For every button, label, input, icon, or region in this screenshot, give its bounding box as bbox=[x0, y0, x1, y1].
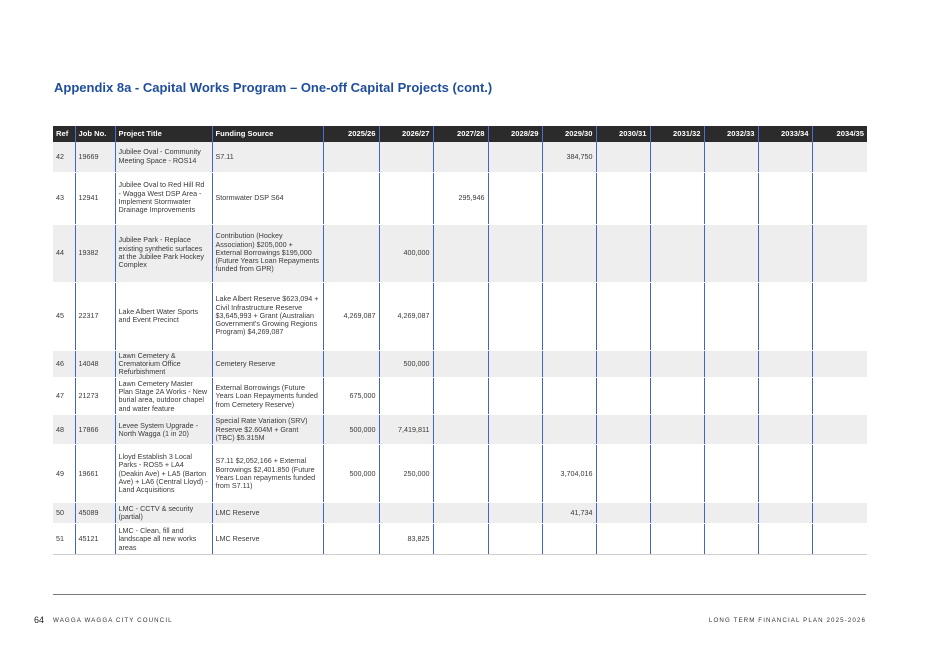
amount-cell bbox=[758, 224, 812, 282]
capital-works-table bbox=[53, 126, 867, 555]
amount-cell bbox=[488, 172, 542, 224]
amount-cell bbox=[758, 524, 812, 555]
ref-cell: 43 bbox=[53, 172, 75, 224]
table-row bbox=[53, 415, 867, 445]
table-row bbox=[53, 378, 867, 415]
column-header: 2026/27 bbox=[379, 126, 433, 142]
amount-cell bbox=[488, 224, 542, 282]
amount-cell bbox=[650, 415, 704, 445]
amount-cell bbox=[758, 415, 812, 445]
project-title-cell: LMC - Clean, fill and landscape all new works areas bbox=[115, 524, 212, 555]
job-number-cell: 19382 bbox=[75, 224, 115, 282]
column-header: 2029/30 bbox=[542, 126, 596, 142]
amount-cell bbox=[433, 524, 488, 555]
column-header: 2027/28 bbox=[433, 126, 488, 142]
job-number-cell: 22317 bbox=[75, 282, 115, 350]
column-header: 2030/31 bbox=[596, 126, 650, 142]
amount-cell: 384,750 bbox=[542, 142, 596, 172]
amount-cell bbox=[596, 378, 650, 415]
amount-cell bbox=[650, 142, 704, 172]
amount-cell bbox=[758, 142, 812, 172]
column-header: 2033/34 bbox=[758, 126, 812, 142]
amount-cell bbox=[433, 350, 488, 378]
column-header: 2025/26 bbox=[323, 126, 379, 142]
job-number-cell: 17866 bbox=[75, 415, 115, 445]
amount-cell bbox=[812, 224, 867, 282]
project-title-cell: Lawn Cemetery Master Plan Stage 2A Works - New burial area, outdoor chapel and water feature bbox=[115, 378, 212, 415]
amount-cell bbox=[650, 224, 704, 282]
amount-cell bbox=[379, 142, 433, 172]
project-title-cell: Lloyd Establish 3 Local Parks - ROS5 + LA4 (Deakin Ave) + LA5 (Barton Ave) + LA6 (Central Lloyd) - Land Acquisitions bbox=[115, 445, 212, 503]
amount-cell bbox=[704, 503, 758, 524]
amount-cell bbox=[758, 350, 812, 378]
amount-cell bbox=[650, 445, 704, 503]
project-title-cell: Levee System Upgrade - North Wagga (1 in 20) bbox=[115, 415, 212, 445]
amount-cell bbox=[488, 503, 542, 524]
project-title-cell: Jubilee Oval - Community Meeting Space - ROS14 bbox=[115, 142, 212, 172]
project-title-cell: LMC - CCTV & security (partial) bbox=[115, 503, 212, 524]
amount-cell bbox=[704, 350, 758, 378]
table-header-row bbox=[53, 126, 867, 142]
amount-cell bbox=[433, 503, 488, 524]
amount-cell bbox=[596, 142, 650, 172]
project-title-cell: Lake Albert Water Sports and Event Precinct bbox=[115, 282, 212, 350]
amount-cell bbox=[488, 524, 542, 555]
amount-cell bbox=[542, 350, 596, 378]
amount-cell bbox=[758, 445, 812, 503]
amount-cell bbox=[488, 142, 542, 172]
amount-cell bbox=[596, 172, 650, 224]
amount-cell bbox=[596, 415, 650, 445]
ref-cell: 47 bbox=[53, 378, 75, 415]
amount-cell bbox=[596, 224, 650, 282]
ref-cell: 45 bbox=[53, 282, 75, 350]
amount-cell bbox=[704, 224, 758, 282]
amount-cell bbox=[433, 142, 488, 172]
table-row bbox=[53, 350, 867, 378]
amount-cell bbox=[704, 524, 758, 555]
funding-source-cell: Lake Albert Reserve $623,094 + Civil Infrastructure Reserve $3,645,993 + Grant (Australian Government's Growing Regions Program) $4,269,087 bbox=[212, 282, 323, 350]
table-row bbox=[53, 282, 867, 350]
ref-cell: 51 bbox=[53, 524, 75, 555]
amount-cell bbox=[488, 282, 542, 350]
amount-cell bbox=[758, 378, 812, 415]
amount-cell bbox=[812, 378, 867, 415]
funding-source-cell: S7.11 $2,052,166 + External Borrowings $2,401.850 (Future Years Loan repayments funded from S7.11) bbox=[212, 445, 323, 503]
amount-cell bbox=[323, 503, 379, 524]
ref-cell: 44 bbox=[53, 224, 75, 282]
amount-cell: 500,000 bbox=[323, 445, 379, 503]
amount-cell: 675,000 bbox=[323, 378, 379, 415]
amount-cell bbox=[704, 445, 758, 503]
amount-cell bbox=[542, 415, 596, 445]
amount-cell bbox=[542, 224, 596, 282]
table-row bbox=[53, 172, 867, 224]
amount-cell: 500,000 bbox=[323, 415, 379, 445]
amount-cell: 41,734 bbox=[542, 503, 596, 524]
amount-cell bbox=[758, 503, 812, 524]
table-row bbox=[53, 224, 867, 282]
job-number-cell: 12941 bbox=[75, 172, 115, 224]
column-header: Funding Source bbox=[212, 126, 323, 142]
amount-cell: 250,000 bbox=[379, 445, 433, 503]
ref-cell: 46 bbox=[53, 350, 75, 378]
amount-cell bbox=[812, 350, 867, 378]
job-number-cell: 19669 bbox=[75, 142, 115, 172]
amount-cell: 500,000 bbox=[379, 350, 433, 378]
amount-cell bbox=[812, 445, 867, 503]
funding-source-cell: S7.11 bbox=[212, 142, 323, 172]
amount-cell bbox=[704, 415, 758, 445]
amount-cell bbox=[323, 224, 379, 282]
amount-cell bbox=[650, 524, 704, 555]
funding-source-cell: Stormwater DSP S64 bbox=[212, 172, 323, 224]
job-number-cell: 19661 bbox=[75, 445, 115, 503]
amount-cell bbox=[596, 282, 650, 350]
document-name: LONG TERM FINANCIAL PLAN 2025-2026 bbox=[708, 617, 866, 624]
amount-cell bbox=[542, 524, 596, 555]
amount-cell bbox=[379, 503, 433, 524]
job-number-cell: 45089 bbox=[75, 503, 115, 524]
table-row bbox=[53, 524, 867, 555]
amount-cell bbox=[650, 350, 704, 378]
amount-cell: 3,704,016 bbox=[542, 445, 596, 503]
project-title-cell: Lawn Cemetery & Crematorium Office Refurbishment bbox=[115, 350, 212, 378]
ref-cell: 50 bbox=[53, 503, 75, 524]
project-title-cell: Jubilee Park - Replace existing synthetic surfaces at the Jubilee Park Hockey Complex bbox=[115, 224, 212, 282]
amount-cell bbox=[812, 172, 867, 224]
funding-source-cell: LMC Reserve bbox=[212, 524, 323, 555]
amount-cell bbox=[379, 172, 433, 224]
funding-source-cell: Special Rate Variation (SRV) Reserve $2.604M + Grant (TBC) $5.315M bbox=[212, 415, 323, 445]
job-number-cell: 14048 bbox=[75, 350, 115, 378]
amount-cell bbox=[323, 350, 379, 378]
amount-cell: 4,269,087 bbox=[323, 282, 379, 350]
column-header: Ref bbox=[53, 126, 75, 142]
amount-cell bbox=[812, 282, 867, 350]
funding-source-cell: External Borrowings (Future Years Loan Repayments funded from Cemetery Reserve) bbox=[212, 378, 323, 415]
amount-cell: 7,419,811 bbox=[379, 415, 433, 445]
amount-cell bbox=[704, 172, 758, 224]
amount-cell bbox=[812, 503, 867, 524]
funding-source-cell: Contribution (Hockey Association) $205,000 + External Borrowings $195,000 (Future Years Loan Repayments funded from GPR) bbox=[212, 224, 323, 282]
amount-cell bbox=[433, 224, 488, 282]
amount-cell bbox=[596, 350, 650, 378]
footer-divider bbox=[53, 594, 866, 595]
amount-cell: 295,946 bbox=[433, 172, 488, 224]
amount-cell bbox=[433, 445, 488, 503]
amount-cell bbox=[812, 415, 867, 445]
column-header: 2032/33 bbox=[704, 126, 758, 142]
amount-cell bbox=[542, 378, 596, 415]
column-header: Job No. bbox=[75, 126, 115, 142]
amount-cell bbox=[704, 282, 758, 350]
amount-cell bbox=[488, 350, 542, 378]
amount-cell bbox=[650, 282, 704, 350]
job-number-cell: 45121 bbox=[75, 524, 115, 555]
amount-cell bbox=[488, 378, 542, 415]
amount-cell bbox=[433, 415, 488, 445]
table-row bbox=[53, 503, 867, 524]
table-row bbox=[53, 445, 867, 503]
council-name: WAGGA WAGGA CITY COUNCIL bbox=[53, 617, 173, 624]
amount-cell: 400,000 bbox=[379, 224, 433, 282]
column-header: 2034/35 bbox=[812, 126, 867, 142]
amount-cell bbox=[323, 524, 379, 555]
amount-cell bbox=[758, 282, 812, 350]
amount-cell bbox=[433, 378, 488, 415]
project-title-cell: Jubilee Oval to Red Hill Rd - Wagga West DSP Area - Implement Stormwater Drainage Improvements bbox=[115, 172, 212, 224]
amount-cell bbox=[812, 142, 867, 172]
amount-cell bbox=[596, 503, 650, 524]
amount-cell bbox=[650, 378, 704, 415]
amount-cell bbox=[488, 415, 542, 445]
amount-cell bbox=[488, 445, 542, 503]
amount-cell bbox=[704, 378, 758, 415]
table-body bbox=[53, 142, 867, 555]
amount-cell bbox=[650, 503, 704, 524]
page-title: Appendix 8a - Capital Works Program – One-off Capital Projects (cont.) bbox=[54, 80, 493, 95]
ref-cell: 48 bbox=[53, 415, 75, 445]
amount-cell bbox=[323, 142, 379, 172]
amount-cell bbox=[433, 282, 488, 350]
amount-cell bbox=[596, 445, 650, 503]
amount-cell bbox=[596, 524, 650, 555]
column-header: 2028/29 bbox=[488, 126, 542, 142]
amount-cell: 4,269,087 bbox=[379, 282, 433, 350]
amount-cell bbox=[812, 524, 867, 555]
page-number: 64 bbox=[34, 615, 45, 625]
amount-cell bbox=[758, 172, 812, 224]
amount-cell bbox=[323, 172, 379, 224]
amount-cell bbox=[379, 378, 433, 415]
amount-cell bbox=[704, 142, 758, 172]
ref-cell: 49 bbox=[53, 445, 75, 503]
amount-cell bbox=[650, 172, 704, 224]
table-row bbox=[53, 142, 867, 172]
amount-cell: 83,825 bbox=[379, 524, 433, 555]
funding-source-cell: LMC Reserve bbox=[212, 503, 323, 524]
ref-cell: 42 bbox=[53, 142, 75, 172]
column-header: 2031/32 bbox=[650, 126, 704, 142]
funding-source-cell: Cemetery Reserve bbox=[212, 350, 323, 378]
column-header: Project Title bbox=[115, 126, 212, 142]
amount-cell bbox=[542, 282, 596, 350]
amount-cell bbox=[542, 172, 596, 224]
job-number-cell: 21273 bbox=[75, 378, 115, 415]
